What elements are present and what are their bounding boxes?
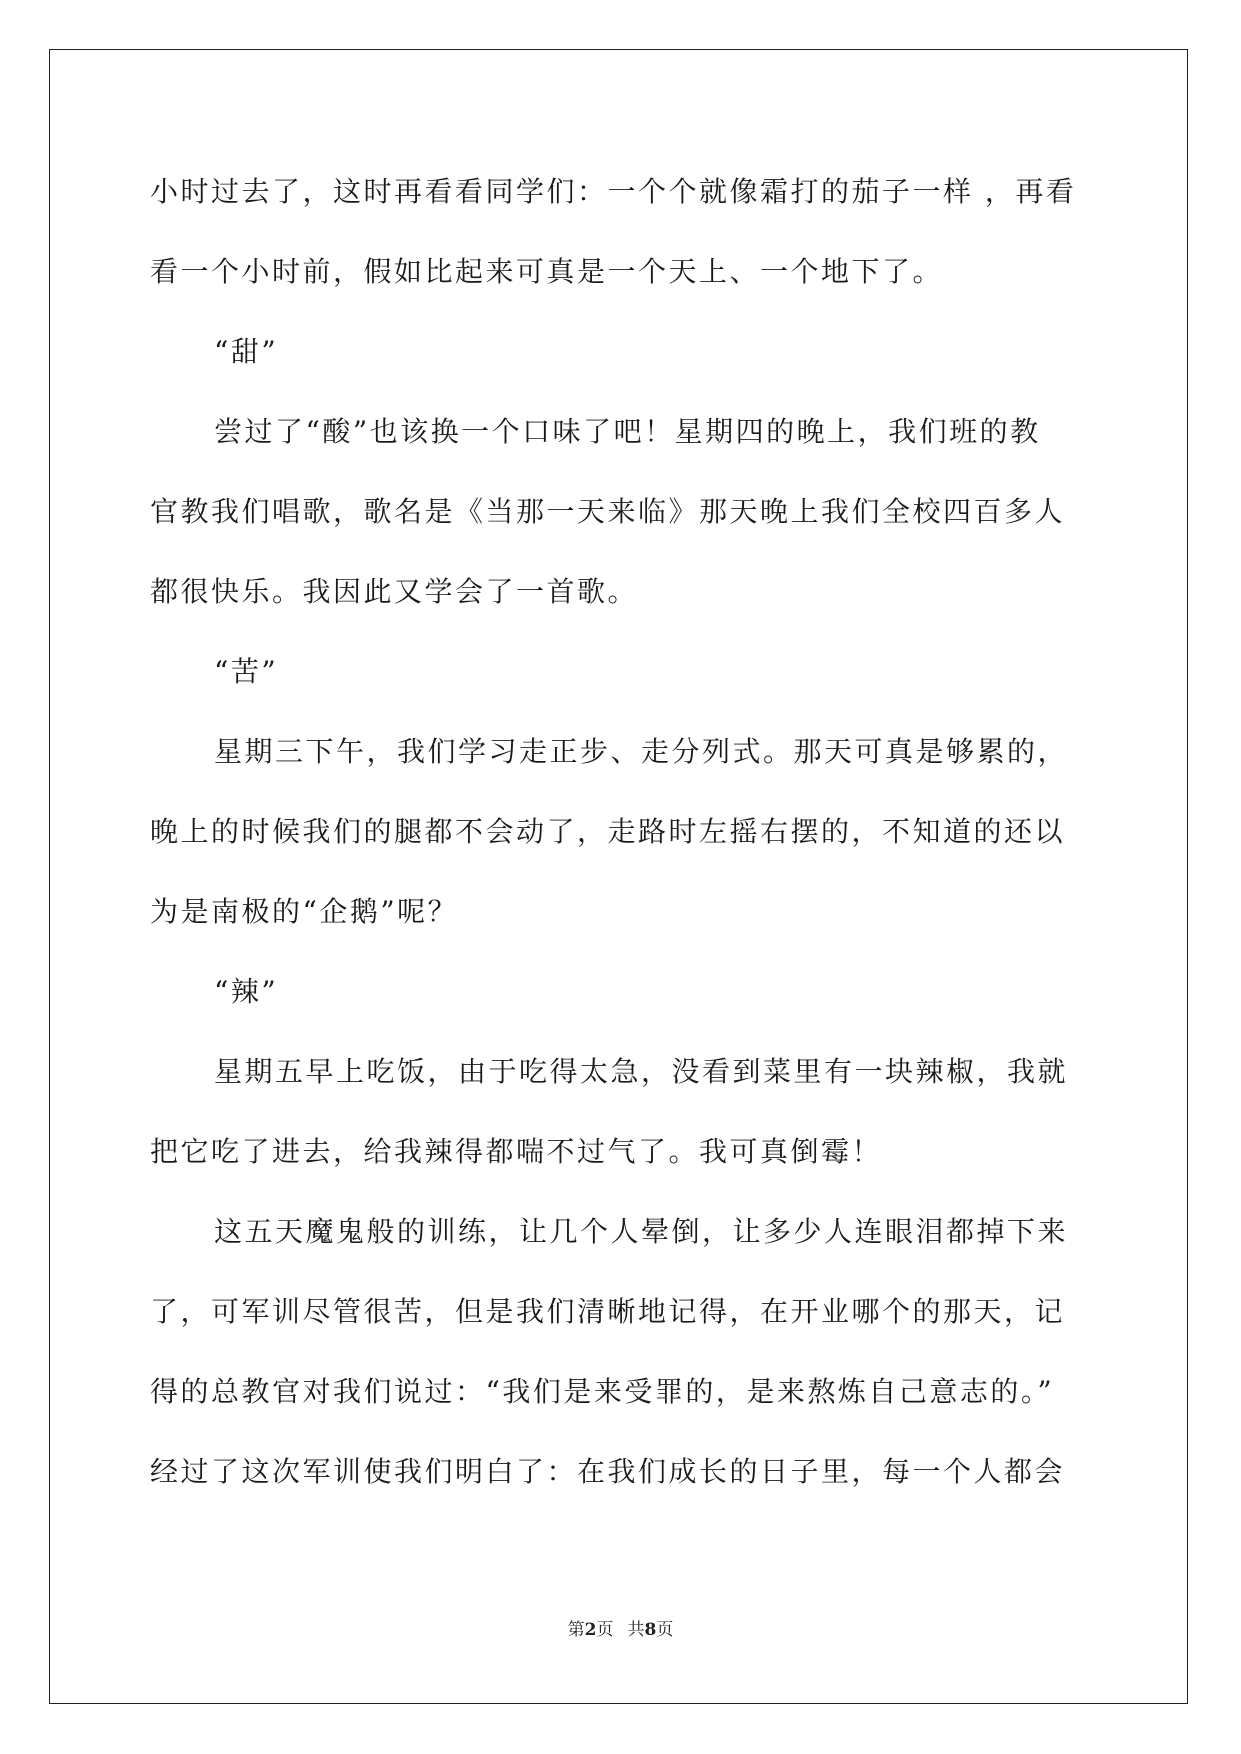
section-heading-spicy: “辣” [214,975,279,1008]
text-line: 官教我们唱歌，歌名是《当那一天来临》那天晚上我们全校四百多人 [150,495,1066,528]
text-line: 经过了这次军训使我们明白了：在我们成长的日子里，每一个人都会 [150,1455,1066,1488]
page-suffix: 页 [596,1620,614,1640]
text-line: 晚上的时候我们的腿都不会动了，走路时左摇右摆的，不知道的还以 [150,815,1066,848]
total-suffix: 页 [656,1620,674,1640]
text-line: 小时过去了，这时再看看同学们：一个个就像霜打的茄子一样 ，再看 [150,175,1077,208]
total-page-number: 8 [644,1620,657,1640]
total-prefix: 共 [627,1620,645,1640]
paragraph-start: 星期五早上吃饭，由于吃得太急，没看到菜里有一块辣椒，我就 [214,1055,1069,1088]
section-heading-bitter: “苦” [214,655,279,688]
text-line: 看一个小时前，假如比起来可真是一个天上、一个地下了。 [150,255,944,288]
text-line: 了，可军训尽管很苦，但是我们清晰地记得，在开业哪个的那天，记 [150,1295,1066,1328]
paragraph-start: 星期三下午，我们学习走正步、走分列式。那天可真是够累的， [214,735,1069,768]
page-prefix: 第 [567,1620,585,1640]
text-line: 都很快乐。我因此又学会了一首歌。 [150,575,639,608]
text-line: 把它吃了进去，给我辣得都喘不过气了。我可真倒霉！ [150,1135,883,1168]
paragraph-start: 尝过了“酸”也该换一个口味了吧！星期四的晚上，我们班的教 [214,415,1041,448]
text-line: 得的总教官对我们说过：“我们是来受罪的，是来熬炼自己意志的。” [150,1375,1055,1408]
paragraph-start: 这五天魔鬼般的训练，让几个人晕倒，让多少人连眼泪都掉下来 [214,1215,1069,1248]
text-line: 为是南极的“企鹅”呢？ [150,895,459,928]
section-heading-sweet: “甜” [214,335,279,368]
page-footer [0,1615,1241,1640]
current-page-number: 2 [584,1620,597,1640]
